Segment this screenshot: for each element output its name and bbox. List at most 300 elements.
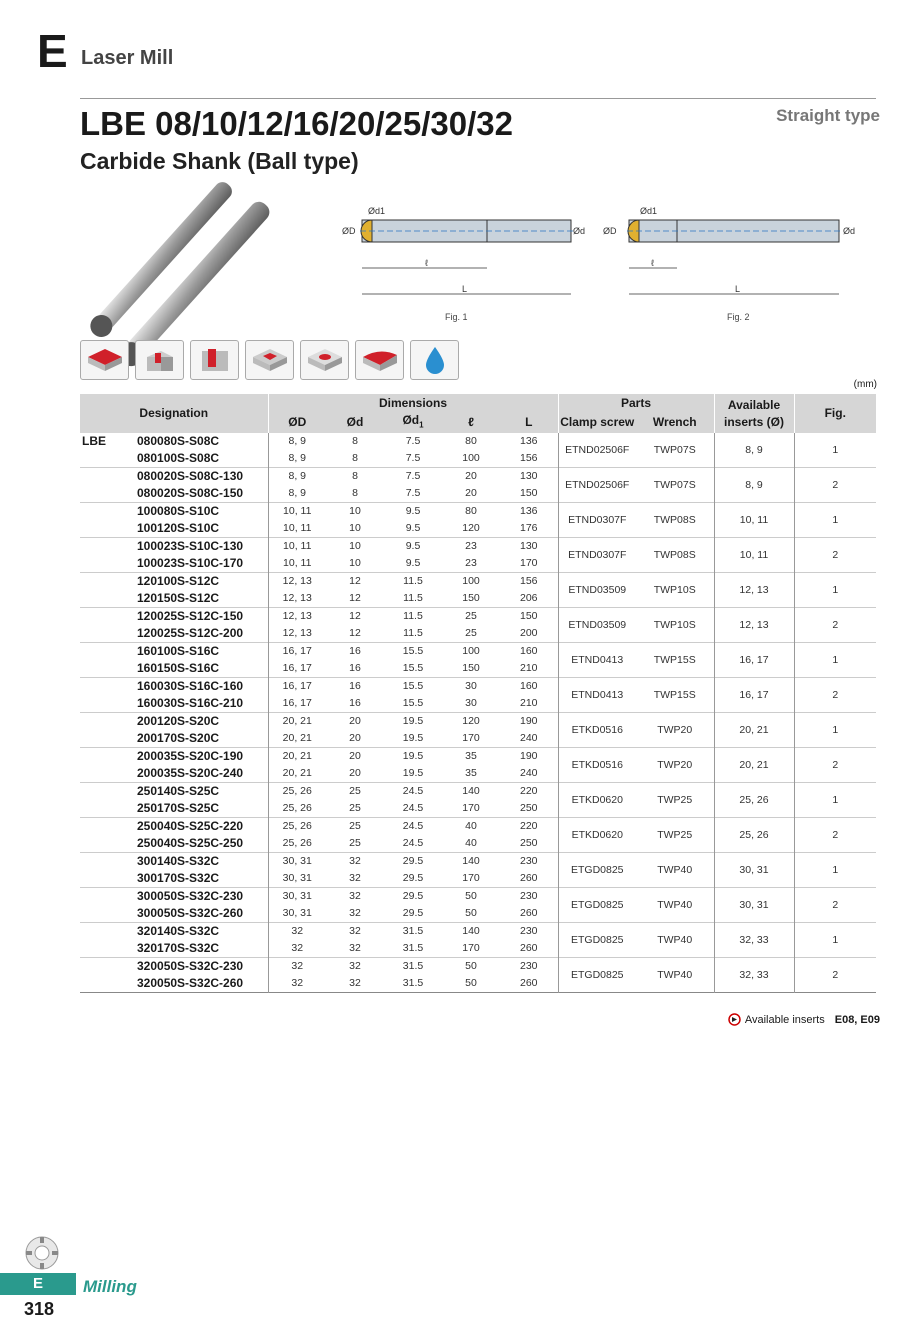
table-row xyxy=(80,643,876,661)
L-cell: 206 xyxy=(519,592,538,605)
d-cell: 12 xyxy=(349,627,361,640)
table-row xyxy=(80,958,876,976)
L-cell: 230 xyxy=(500,958,558,976)
product-photo xyxy=(85,185,285,335)
wrench-cell: TWP07S xyxy=(636,468,714,503)
L-cell: 130 xyxy=(500,468,558,486)
fig-cell: 1 xyxy=(794,853,876,888)
d1-cell: 9.5 xyxy=(384,538,442,556)
series-cell xyxy=(80,748,137,766)
designation-cell: 160030S-S16C-210 xyxy=(137,696,244,711)
d1-cell: 11.5 xyxy=(384,608,442,626)
header-wrench: Wrench xyxy=(636,412,714,433)
fig-cell: 2 xyxy=(794,538,876,573)
L-cell: 230 xyxy=(500,923,558,941)
L-cell: 190 xyxy=(500,713,558,731)
series-cell xyxy=(80,730,137,748)
header-d1-main: Ød xyxy=(402,413,420,427)
clamp-screw-cell: ETND0413 xyxy=(558,643,636,678)
d-cell: 10 xyxy=(326,503,384,521)
l-cell: 30 xyxy=(465,697,477,710)
l-cell: 170 xyxy=(462,732,480,745)
arrow-circle-icon xyxy=(728,1013,741,1026)
d-cell: 10 xyxy=(349,522,361,535)
table-row xyxy=(80,608,876,626)
fig-cell: 1 xyxy=(794,643,876,678)
table-row xyxy=(80,678,876,696)
designation-cell: 300050S-S32C-260 xyxy=(137,906,244,921)
figure-2-drawing xyxy=(597,200,867,325)
wrench-cell: TWP20 xyxy=(636,748,714,783)
L-cell: 230 xyxy=(500,853,558,871)
series-cell xyxy=(80,923,137,941)
wrench-cell: TWP25 xyxy=(636,818,714,853)
series-cell xyxy=(80,450,137,468)
fig-cell: 2 xyxy=(794,608,876,643)
d1-cell: 19.5 xyxy=(384,713,442,731)
header-d1 xyxy=(384,412,442,433)
table-row xyxy=(80,888,876,906)
D-cell: 8, 9 xyxy=(268,485,326,503)
table-row xyxy=(80,818,876,836)
fig1-L-label: L xyxy=(462,284,468,294)
D-cell: 20, 21 xyxy=(268,765,326,783)
d1-cell: 31.5 xyxy=(384,958,442,976)
designation-cell: 320050S-S32C-260 xyxy=(137,976,244,991)
fig-cell: 1 xyxy=(794,783,876,818)
footer-section-name: Milling xyxy=(83,1277,137,1296)
fig-cell: 2 xyxy=(794,958,876,993)
l-cell: 25 xyxy=(465,627,477,640)
series-cell xyxy=(80,555,137,573)
d1-cell: 24.5 xyxy=(384,818,442,836)
inserts-cell: 25, 26 xyxy=(714,783,794,818)
l-cell: 20 xyxy=(465,487,477,500)
l-cell: 80 xyxy=(465,435,477,448)
clamp-screw-cell: ETND0307F xyxy=(558,503,636,538)
wrench-cell: TWP10S xyxy=(636,573,714,608)
table-body xyxy=(80,433,876,993)
l-cell: 150 xyxy=(462,662,480,675)
wrench-cell: TWP20 xyxy=(636,713,714,748)
d1-cell: 7.5 xyxy=(405,435,421,448)
header-available-line1: Available xyxy=(727,397,781,412)
d-cell: 25 xyxy=(326,783,384,801)
table-row xyxy=(80,783,876,801)
clamp-screw-cell: ETGD0825 xyxy=(558,888,636,923)
series-cell xyxy=(80,695,137,713)
D-cell: 12, 13 xyxy=(268,590,326,608)
D-cell: 32 xyxy=(268,923,326,941)
fig-cell: 2 xyxy=(794,748,876,783)
available-inserts-note xyxy=(728,1013,880,1026)
series-cell xyxy=(80,520,137,538)
series-cell xyxy=(80,800,137,818)
D-cell: 16, 17 xyxy=(268,695,326,713)
designation-cell: 300170S-S32C xyxy=(137,871,220,886)
d1-cell: 19.5 xyxy=(384,748,442,766)
header-available-line2: inserts (Ø) xyxy=(723,414,784,429)
d1-cell: 24.5 xyxy=(402,837,424,850)
l-cell: 140 xyxy=(442,853,500,871)
L-cell: 260 xyxy=(519,872,538,885)
wrench-cell: TWP10S xyxy=(636,608,714,643)
l-cell: 100 xyxy=(442,573,500,591)
clamp-screw-cell: ETKD0620 xyxy=(558,818,636,853)
header-d1-sub: 1 xyxy=(419,420,424,430)
D-cell: 20, 21 xyxy=(268,713,326,731)
l-cell: 170 xyxy=(462,802,480,815)
d-cell: 10 xyxy=(326,538,384,556)
series-cell xyxy=(80,643,137,661)
profiling-icon xyxy=(355,340,404,380)
L-cell: 200 xyxy=(519,627,538,640)
wrench-cell: TWP08S xyxy=(636,538,714,573)
inserts-cell: 30, 31 xyxy=(714,888,794,923)
fig2-l-label: ℓ xyxy=(651,258,654,268)
coolant-icon xyxy=(410,340,459,380)
header-clamp: Clamp screw xyxy=(558,412,636,433)
fig-cell: 1 xyxy=(794,433,876,468)
d-cell: 32 xyxy=(326,888,384,906)
series-cell xyxy=(80,818,137,836)
d-cell: 20 xyxy=(349,732,361,745)
L-cell: 136 xyxy=(519,435,538,448)
designation-cell: 100120S-S10C xyxy=(137,521,220,536)
l-cell: 150 xyxy=(462,592,480,605)
clamp-screw-cell: ETND02506F xyxy=(558,433,636,468)
fig-cell: 1 xyxy=(794,573,876,608)
designation-cell: 200035S-S20C-240 xyxy=(137,766,244,781)
header-dimensions: Dimensions xyxy=(268,394,558,412)
L-cell: 160 xyxy=(500,678,558,696)
wrench-cell: TWP40 xyxy=(636,958,714,993)
L-cell: 220 xyxy=(500,783,558,801)
inserts-cell: 12, 13 xyxy=(714,573,794,608)
clamp-screw-cell: ETGD0825 xyxy=(558,853,636,888)
L-cell: 240 xyxy=(519,767,538,780)
d1-cell: 9.5 xyxy=(405,557,421,570)
wrench-cell: TWP40 xyxy=(636,923,714,958)
d-cell: 32 xyxy=(349,942,361,955)
fig-cell: 2 xyxy=(794,888,876,923)
L-cell: 230 xyxy=(500,888,558,906)
d-cell: 32 xyxy=(349,907,361,920)
inserts-cell: 8, 9 xyxy=(714,433,794,468)
D-cell: 16, 17 xyxy=(268,678,326,696)
d-cell: 12 xyxy=(349,592,361,605)
D-cell: 30, 31 xyxy=(268,870,326,888)
d1-cell: 9.5 xyxy=(384,503,442,521)
L-cell: 220 xyxy=(500,818,558,836)
header-fig: Fig. xyxy=(794,394,876,433)
wrench-cell: TWP25 xyxy=(636,783,714,818)
spec-table xyxy=(80,394,876,993)
l-cell: 20 xyxy=(442,468,500,486)
designation-cell: 100080S-S10C xyxy=(137,503,268,521)
series-cell xyxy=(80,678,137,696)
D-cell: 8, 9 xyxy=(268,450,326,468)
d-cell: 16 xyxy=(349,697,361,710)
d-cell: 16 xyxy=(349,662,361,675)
series-cell xyxy=(80,625,137,643)
designation-cell: 250140S-S25C xyxy=(137,783,268,801)
series-cell xyxy=(80,713,137,731)
d1-cell: 11.5 xyxy=(403,592,423,605)
d1-cell: 11.5 xyxy=(384,573,442,591)
wrench-cell: TWP08S xyxy=(636,503,714,538)
available-inserts-pages[interactable]: E08, E09 xyxy=(834,1013,880,1026)
d1-cell: 29.5 xyxy=(402,872,424,885)
header-l: ℓ xyxy=(442,412,500,433)
designation-cell: 250170S-S25C xyxy=(137,801,220,816)
D-cell: 10, 11 xyxy=(268,503,326,521)
table-row xyxy=(80,503,876,521)
D-cell: 8, 9 xyxy=(268,433,326,450)
d-cell: 32 xyxy=(349,872,361,885)
D-cell: 30, 31 xyxy=(268,888,326,906)
d1-cell: 7.5 xyxy=(405,487,421,500)
series-cell xyxy=(80,870,137,888)
l-cell: 30 xyxy=(442,678,500,696)
clamp-screw-cell: ETND03509 xyxy=(558,608,636,643)
series-cell xyxy=(80,783,137,801)
d-cell: 32 xyxy=(326,923,384,941)
table-row xyxy=(80,538,876,556)
series-cell xyxy=(80,905,137,923)
slotting-icon xyxy=(80,340,129,380)
wrench-cell: TWP15S xyxy=(636,643,714,678)
L-cell: 150 xyxy=(519,487,538,500)
designation-cell: 120100S-S12C xyxy=(137,573,268,591)
l-cell: 100 xyxy=(442,643,500,661)
L-cell: 130 xyxy=(500,538,558,556)
plunging-icon xyxy=(300,340,349,380)
l-cell: 170 xyxy=(462,942,480,955)
D-cell: 20, 21 xyxy=(268,730,326,748)
series-cell xyxy=(80,958,137,976)
D-cell: 30, 31 xyxy=(268,853,326,871)
d-cell: 20 xyxy=(349,767,361,780)
d1-cell: 9.5 xyxy=(405,522,421,535)
clamp-screw-cell: ETND0307F xyxy=(558,538,636,573)
l-cell: 23 xyxy=(465,557,477,570)
d1-cell: 15.5 xyxy=(402,697,424,710)
designation-cell: 100023S-S10C-170 xyxy=(137,556,244,571)
unit-label: (mm) xyxy=(853,379,877,390)
l-cell: 50 xyxy=(465,907,477,920)
fig2-d1-label: Ød1 xyxy=(640,206,658,216)
d1-cell: 31.5 xyxy=(402,977,424,990)
series-cell xyxy=(80,975,137,993)
wrench-cell: TWP40 xyxy=(636,853,714,888)
d-cell: 8 xyxy=(352,487,358,500)
d1-cell: 7.5 xyxy=(384,468,442,486)
designation-cell: 320170S-S32C xyxy=(137,941,220,956)
d-cell: 12 xyxy=(326,573,384,591)
inserts-cell: 20, 21 xyxy=(714,713,794,748)
page-title: LBE 08/10/12/16/20/25/30/32 xyxy=(80,105,513,142)
inserts-cell: 10, 11 xyxy=(714,503,794,538)
l-cell: 40 xyxy=(465,837,477,850)
D-cell: 30, 31 xyxy=(268,905,326,923)
series-cell xyxy=(80,590,137,608)
fig-cell: 1 xyxy=(794,503,876,538)
l-cell: 140 xyxy=(442,923,500,941)
l-cell: 50 xyxy=(465,977,477,990)
d-cell: 16 xyxy=(326,678,384,696)
designation-cell: 120150S-S12C xyxy=(137,591,220,606)
d-cell: 32 xyxy=(326,853,384,871)
d1-cell: 31.5 xyxy=(402,942,424,955)
D-cell: 32 xyxy=(268,940,326,958)
fig1-d-label: Ød xyxy=(573,226,586,236)
designation-cell: 120025S-S12C-200 xyxy=(137,626,244,641)
fig-cell: 1 xyxy=(794,713,876,748)
clamp-screw-cell: ETKD0516 xyxy=(558,748,636,783)
d1-cell: 19.5 xyxy=(402,732,424,745)
inserts-cell: 16, 17 xyxy=(714,678,794,713)
table-row xyxy=(80,433,876,450)
fig-cell: 1 xyxy=(794,923,876,958)
l-cell: 80 xyxy=(442,503,500,521)
l-cell: 35 xyxy=(465,767,477,780)
type-label: Straight type xyxy=(776,106,880,125)
figure-1-drawing xyxy=(330,200,586,325)
L-cell: 176 xyxy=(519,522,538,535)
d1-cell: 29.5 xyxy=(384,853,442,871)
series-cell xyxy=(80,573,137,591)
fig1-caption: Fig. 1 xyxy=(445,312,468,322)
shoulder-icon xyxy=(135,340,184,380)
d-cell: 16 xyxy=(326,643,384,661)
D-cell: 25, 26 xyxy=(268,818,326,836)
series-cell xyxy=(80,503,137,521)
L-cell: 156 xyxy=(500,573,558,591)
L-cell: 260 xyxy=(519,942,538,955)
designation-cell: 080020S-S08C-150 xyxy=(137,486,244,501)
d1-cell: 31.5 xyxy=(384,923,442,941)
inserts-cell: 16, 17 xyxy=(714,643,794,678)
designation-cell: 200170S-S20C xyxy=(137,731,220,746)
D-cell: 12, 13 xyxy=(268,608,326,626)
D-cell: 10, 11 xyxy=(268,520,326,538)
inserts-cell: 8, 9 xyxy=(714,468,794,503)
d1-cell: 29.5 xyxy=(384,888,442,906)
fig-cell: 2 xyxy=(794,818,876,853)
series-cell xyxy=(80,940,137,958)
series-cell xyxy=(80,538,137,556)
d-cell: 25 xyxy=(349,837,361,850)
l-cell: 140 xyxy=(442,783,500,801)
designation-cell: 200120S-S20C xyxy=(137,713,268,731)
D-cell: 8, 9 xyxy=(268,468,326,486)
l-cell: 35 xyxy=(442,748,500,766)
l-cell: 40 xyxy=(442,818,500,836)
D-cell: 16, 17 xyxy=(268,643,326,661)
L-cell: 210 xyxy=(519,697,538,710)
designation-cell: 160150S-S16C xyxy=(137,661,220,676)
series-cell xyxy=(80,468,137,486)
D-cell: 32 xyxy=(268,958,326,976)
l-cell: 23 xyxy=(442,538,500,556)
inserts-cell: 32, 33 xyxy=(714,923,794,958)
d-cell: 32 xyxy=(326,958,384,976)
table-row xyxy=(80,713,876,731)
wrench-cell: TWP15S xyxy=(636,678,714,713)
series-cell xyxy=(80,888,137,906)
designation-cell: 080100S-S08C xyxy=(137,451,220,466)
designation-cell: 100023S-S10C-130 xyxy=(137,538,268,556)
clamp-screw-cell: ETND0413 xyxy=(558,678,636,713)
fig2-d-label: Ød xyxy=(843,226,856,236)
d1-cell: 15.5 xyxy=(384,643,442,661)
D-cell: 25, 26 xyxy=(268,800,326,818)
clamp-screw-cell: ETND03509 xyxy=(558,573,636,608)
designation-cell: 080020S-S08C-130 xyxy=(137,468,268,486)
inserts-cell: 30, 31 xyxy=(714,853,794,888)
designation-cell: 300140S-S32C xyxy=(137,853,268,871)
fig1-d1-label: Ød1 xyxy=(368,206,386,216)
d-cell: 8 xyxy=(326,468,384,486)
table-row xyxy=(80,923,876,941)
d1-cell: 11.5 xyxy=(403,627,423,640)
series-cell: LBE xyxy=(82,434,106,449)
D-cell: 25, 26 xyxy=(268,783,326,801)
designation-cell: 300050S-S32C-230 xyxy=(137,888,268,906)
header-L: L xyxy=(500,412,558,433)
page-subtitle: Carbide Shank (Ball type) xyxy=(80,148,359,174)
fig2-L-label: L xyxy=(735,284,741,294)
fig2-caption: Fig. 2 xyxy=(727,312,750,322)
series-cell xyxy=(80,853,137,871)
l-cell: 170 xyxy=(462,872,480,885)
table-row xyxy=(80,573,876,591)
designation-cell: 120025S-S12C-150 xyxy=(137,608,268,626)
L-cell: 156 xyxy=(519,452,538,465)
fig-cell: 2 xyxy=(794,678,876,713)
series-cell xyxy=(80,835,137,853)
designation-cell: 200035S-S20C-190 xyxy=(137,748,268,766)
header-designation: Designation xyxy=(80,394,268,433)
d-cell: 25 xyxy=(326,818,384,836)
d-cell: 10 xyxy=(349,557,361,570)
fig2-D-label: ØD xyxy=(603,226,617,236)
d-cell: 20 xyxy=(326,748,384,766)
application-icons xyxy=(80,340,459,380)
l-cell: 100 xyxy=(462,452,480,465)
D-cell: 12, 13 xyxy=(268,573,326,591)
page-number: 318 xyxy=(24,1299,55,1319)
l-cell: 50 xyxy=(442,888,500,906)
d-cell: 12 xyxy=(326,608,384,626)
ramping-icon xyxy=(245,340,294,380)
designation-cell: 160100S-S16C xyxy=(137,643,268,661)
D-cell: 10, 11 xyxy=(268,555,326,573)
d-cell: 8 xyxy=(352,435,358,448)
series-cell xyxy=(80,765,137,783)
L-cell: 240 xyxy=(519,732,538,745)
designation-cell: 250040S-S25C-220 xyxy=(137,818,268,836)
clamp-screw-cell: ETKD0620 xyxy=(558,783,636,818)
series-cell xyxy=(80,660,137,678)
d-cell: 8 xyxy=(352,452,358,465)
L-cell: 260 xyxy=(519,907,538,920)
header-parts: Parts xyxy=(558,394,714,412)
L-cell: 210 xyxy=(519,662,538,675)
D-cell: 12, 13 xyxy=(268,625,326,643)
fig1-D-label: ØD xyxy=(342,226,356,236)
